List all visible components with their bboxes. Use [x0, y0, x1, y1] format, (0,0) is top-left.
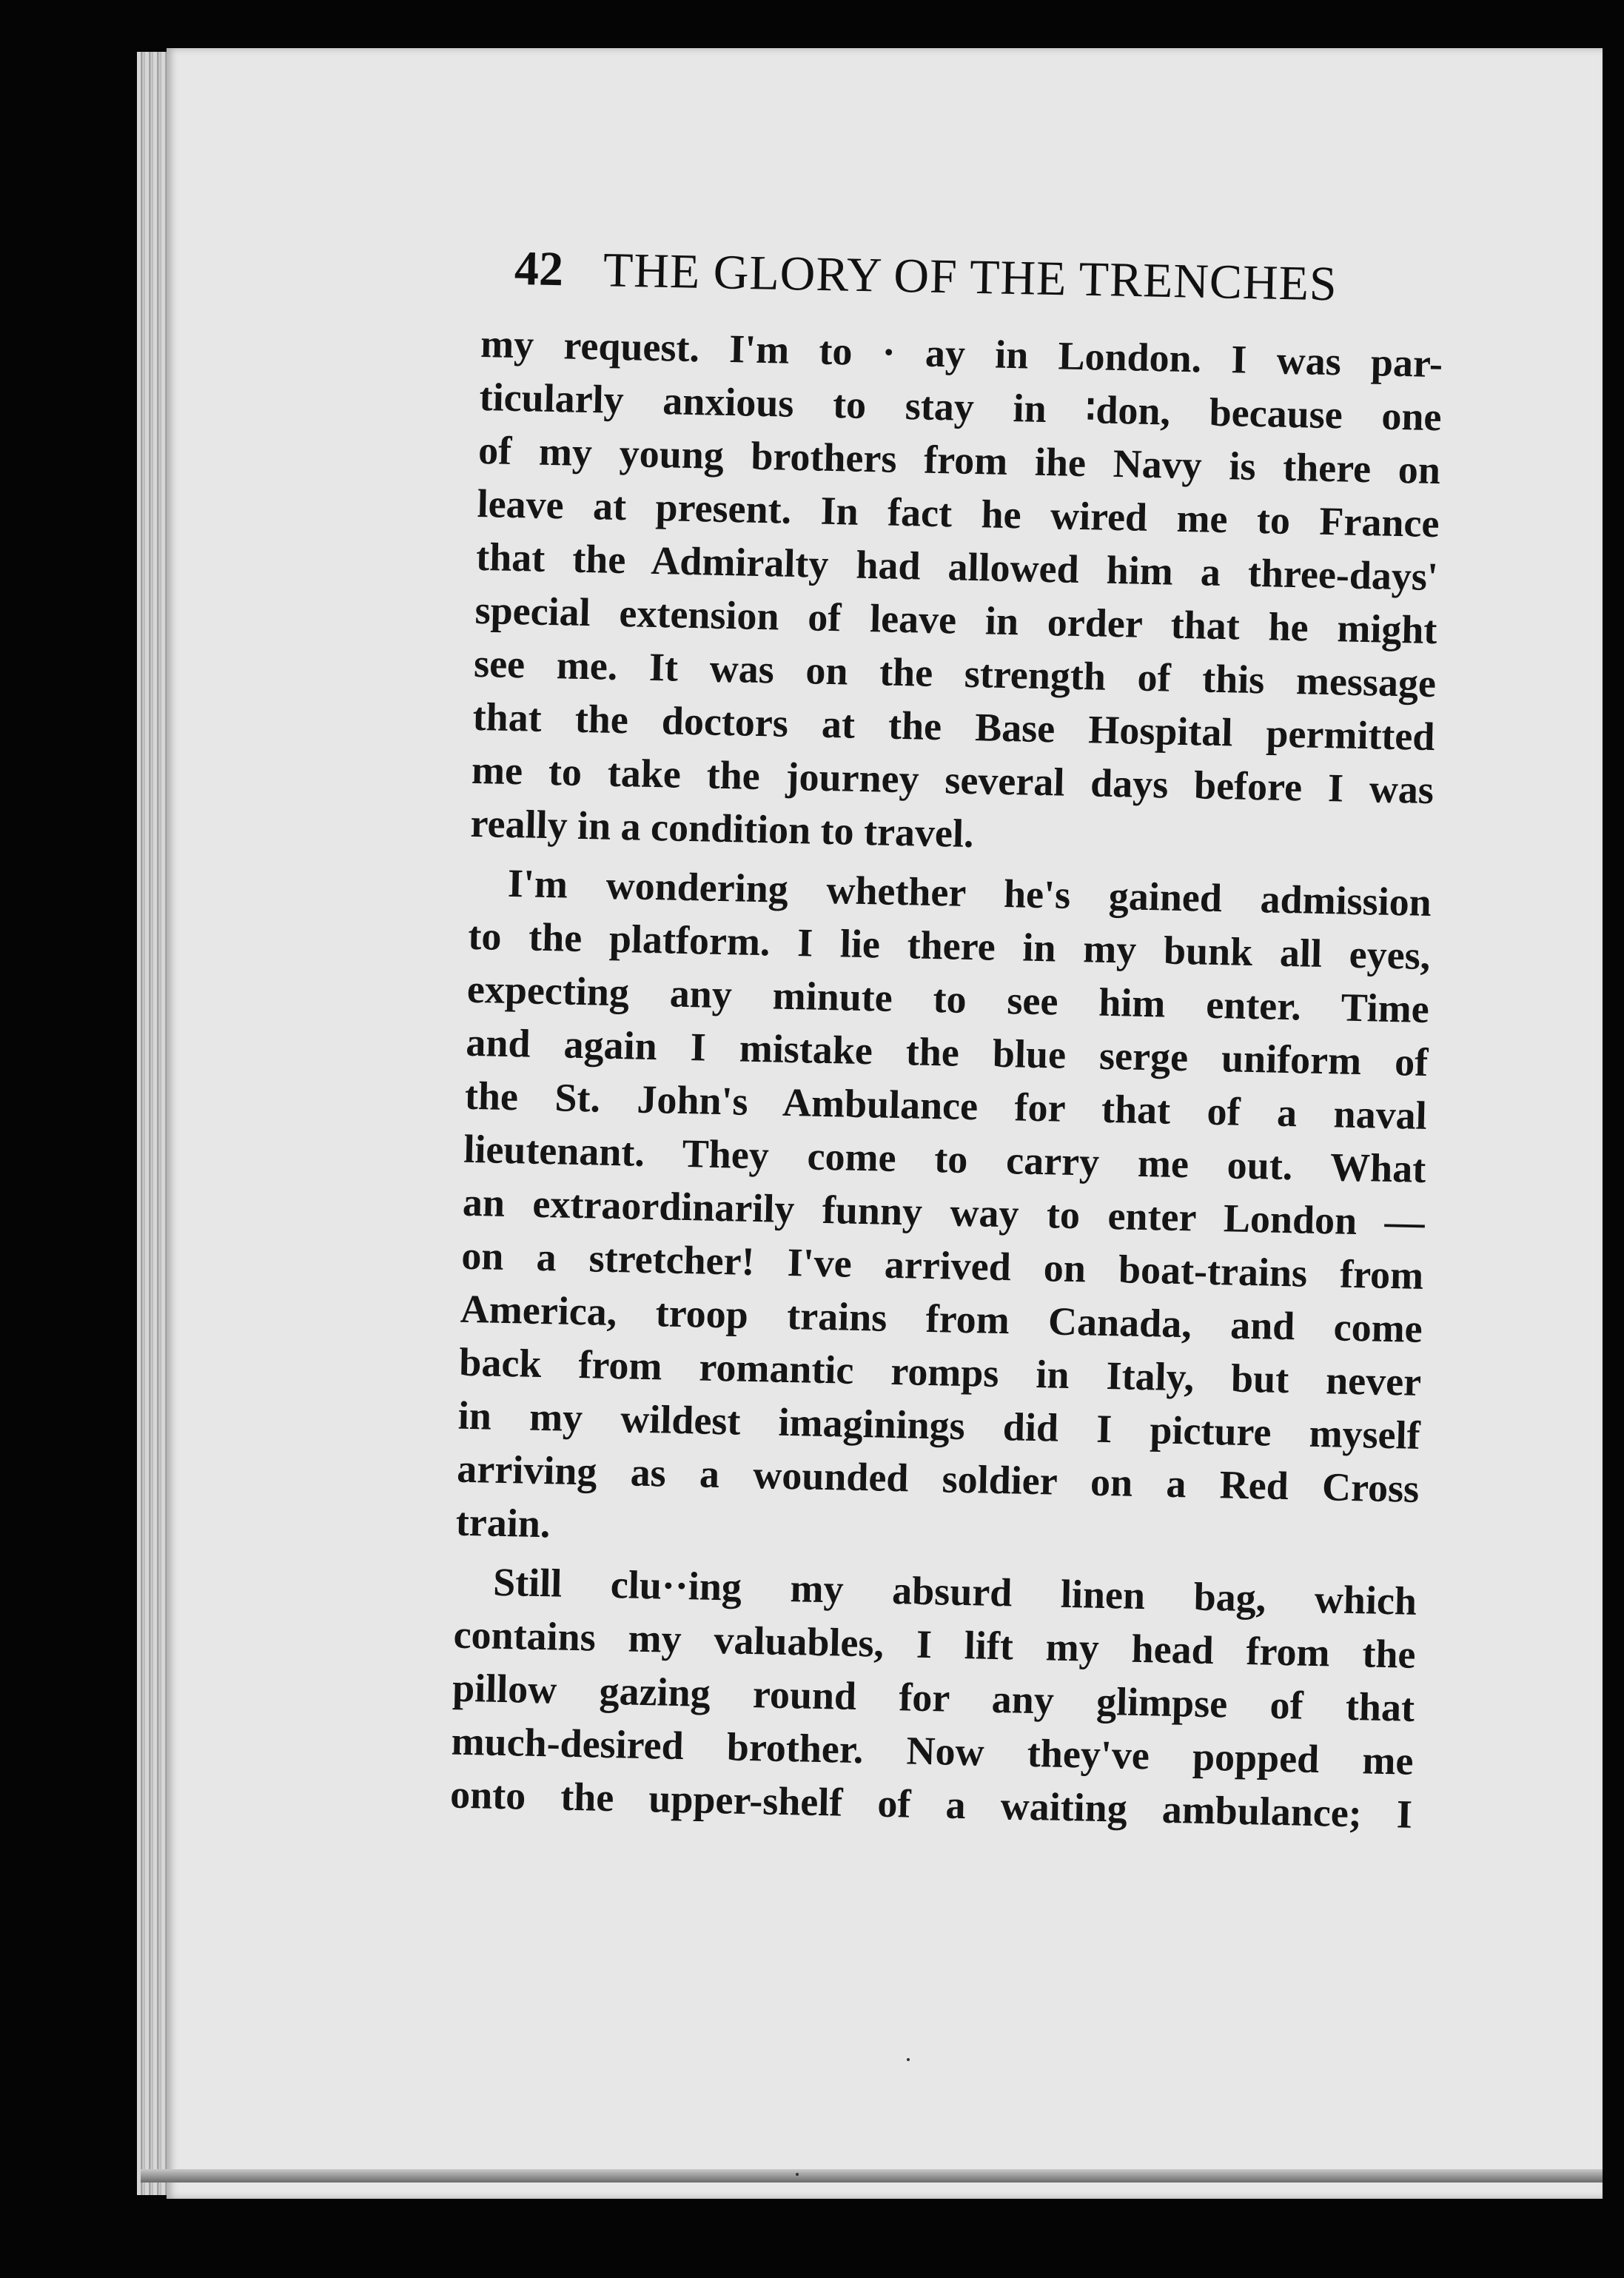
text-line: America, troop trains from Canada, and come [460, 1286, 1423, 1351]
text-line: onto the upper-shelf of a waiting ambulance; I [449, 1772, 1413, 1837]
text-line: back from romantic romps in Italy, but never [458, 1339, 1422, 1404]
text-line: of my young brothers from ihe Navy is there on [477, 427, 1441, 493]
text-line: much-desired brother. Now they've popped me [451, 1718, 1415, 1783]
running-title: THE GLORY OF THE TRENCHES [603, 243, 1338, 312]
text-line: see me. It was on the strength of this message [473, 640, 1437, 706]
text-line: to the platform. I lie there in my bunk all eyes, [467, 913, 1431, 979]
text-line: in my wildest imaginings did I picture myself [457, 1393, 1421, 1458]
text-line: that the doctors at the Base Hospital permitted [472, 694, 1436, 760]
text-line: really in a condition to travel. [470, 800, 975, 857]
text-line: I'm wondering whether he's gained admission [507, 860, 1432, 925]
text-line: lieutenant. They come to carry me out. What [463, 1126, 1426, 1191]
text-line: arriving as a wounded soldier on a Red Cross [456, 1446, 1420, 1511]
text-line: and again I mistake the blue serge uniform of [465, 1019, 1429, 1085]
text-line: pillow gazing round for any glimpse of that [452, 1665, 1415, 1730]
paragraph-3 [449, 1555, 1417, 1841]
page-number: 42 [514, 241, 564, 297]
text-line: an extraordinarily funny way to enter London — [462, 1179, 1426, 1244]
text-line: leave at present. In fact he wired me to France [477, 480, 1440, 546]
text-line: expecting any minute to see him enter. Time [466, 966, 1430, 1032]
text-line: contains my valuables, I lift my head from the [453, 1612, 1417, 1677]
paragraph-2 [455, 856, 1432, 1569]
text-line: train. [455, 1499, 551, 1547]
scan-speck [796, 2173, 799, 2176]
text-line: Still clu··ing my absurd linen bag, which [492, 1559, 1417, 1624]
paragraph-1 [470, 317, 1443, 870]
scan-speck [907, 2058, 910, 2061]
text-line: me to take the journey several days before I was [471, 747, 1435, 813]
text-line: the St. John's Ambulance for that of a naval [464, 1073, 1428, 1138]
text-line: ticularly anxious to stay in ∶don, because one [479, 374, 1443, 440]
text-line: that the Admiralty had allowed him a three-days' [475, 534, 1439, 600]
text-line: on a stretcher! I've arrived on boat-trains from [460, 1233, 1424, 1298]
page-bottom-edge [141, 2169, 1603, 2182]
body-text [449, 317, 1443, 1841]
text-line: my request. I'm to · ay in London. I was par- [480, 321, 1443, 386]
text-line: special extension of leave in order that he might [474, 587, 1438, 653]
